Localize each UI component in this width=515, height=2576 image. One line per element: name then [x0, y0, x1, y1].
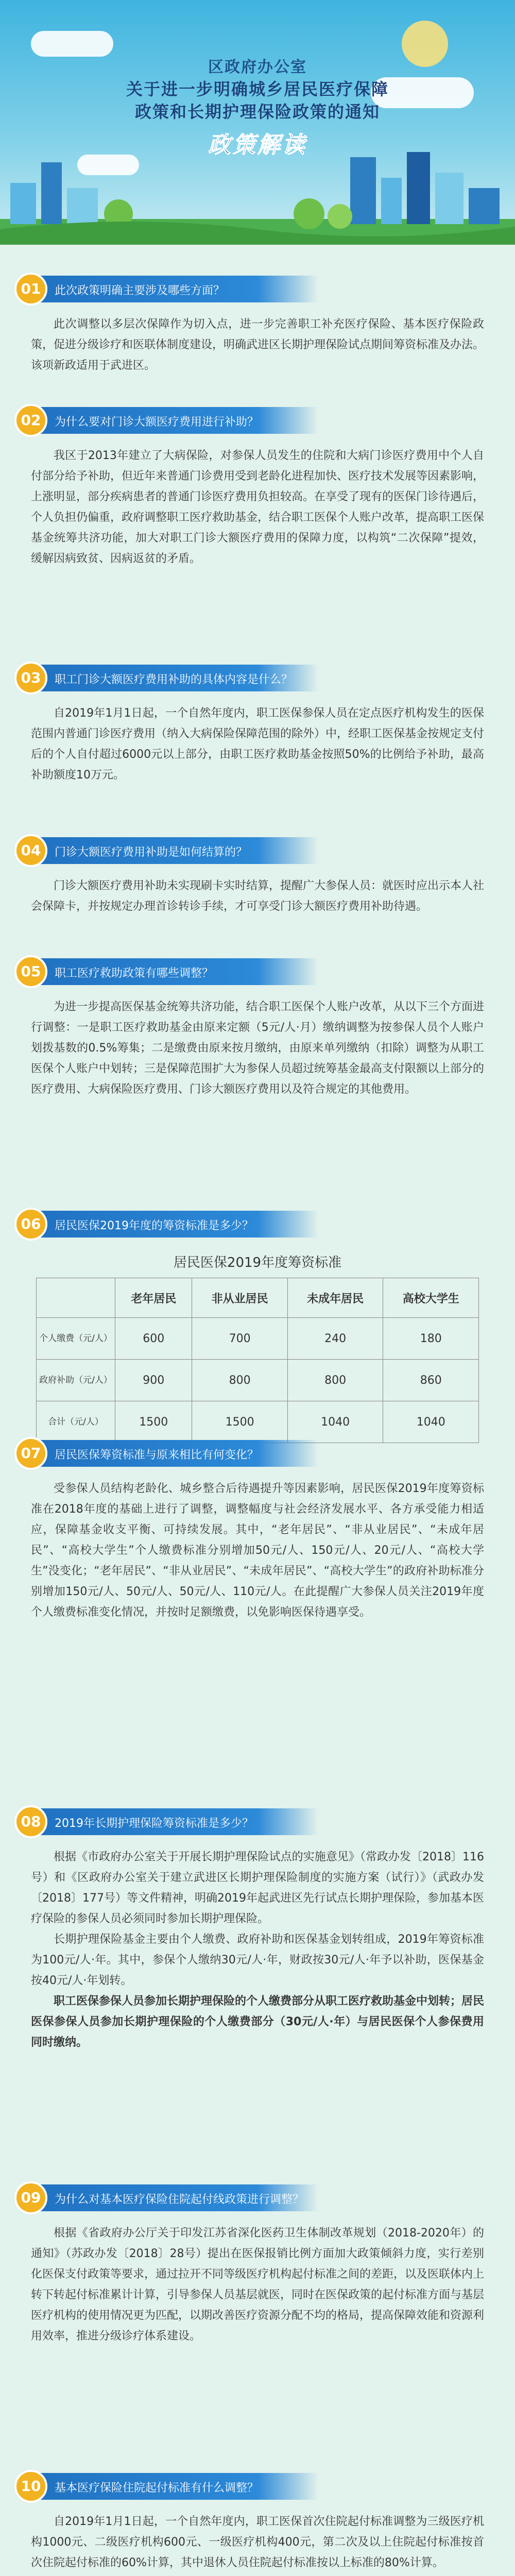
question-title: 基本医疗保险住院起付标准有什么调整？ — [55, 2482, 259, 2495]
header-line2: 关于进一步明确城乡居民医疗保障 — [126, 79, 389, 99]
question-bar — [14, 2473, 318, 2500]
question-title: 职工医疗救助政策有哪些调整？ — [55, 967, 214, 980]
answer-text: 为进一步提高医保基金统筹共济功能，结合职工医保个人账户改革，从以下三个方面进行调整：一是职工医疗救助基金由原来定额（5元/人·月）缴纳调整为按参保人员个人账户划拨基数的0.5%筹集；二是缴费由原来按月缴纳，由原来单列缴纳（扣除）调整为从职工医保个人账户中划转；三是保障范围扩大为参保人员超过统筹基金最高支付限额以上部分的医疗费用、大病保险医疗费用、门诊大额医疗费用以及符合规定的其他费用。 — [31, 1001, 485, 1096]
question-number: 10 — [14, 2470, 47, 2503]
question-bar — [14, 1211, 318, 1238]
table-cell: 800 — [287, 1360, 383, 1401]
table-row — [37, 1318, 479, 1360]
question-number: 09 — [14, 2181, 47, 2214]
table-cell: 600 — [115, 1318, 192, 1360]
header-line1: 区政府办公室 — [208, 58, 307, 76]
question-number: 02 — [14, 404, 47, 437]
table-cell: 700 — [192, 1318, 288, 1360]
row-label: 政府补助（元/人） — [37, 1360, 115, 1401]
row-label: 合计（元/人） — [37, 1401, 115, 1443]
table-cell: 800 — [192, 1360, 288, 1401]
question-title: 2019年长期护理保险筹资标准是多少？ — [55, 1817, 253, 1830]
question-number: 06 — [14, 1208, 47, 1241]
question-bar — [14, 407, 318, 434]
question-title: 为什么要对门诊大额医疗费用进行补助？ — [55, 416, 259, 429]
question-number: 04 — [14, 834, 47, 867]
answer-text: 受参保人员结构老龄化、城乡整合后待遇提升等因素影响，居民医保2019年度筹资标准在2018年度的基础上进行了调整，调整幅度与社会经济发展水平、各方承受能力相适应，保障基金收支平衡、可持续发展。其中，“老年居民”、“非从业居民”、“未成年居民”、“高校大学生”个人缴费标准分别增加50元/人、150元/人、20元/人、“高校大学生”没变化；“老年居民”、“非从业居民”、“未成年居民”、“高校大学生”的政府补助标准分别增加150元/人、50元/人、50元/人、110元/人。在此提醒广大参保人员关注2019年度个人缴费标准变化情况，并按时足额缴费，以免影响医保待遇享受。 — [31, 1482, 484, 1619]
table-header-row — [37, 1278, 479, 1318]
question-bar — [14, 1440, 318, 1467]
answer-text: 自2019年1月1日起，一个自然年度内，职工医保参保人员在定点医疗机构发生的医保范围内普通门诊医疗费用（纳入大病保险保障范围的除外）中，经职工医保基金按规定支付后的个人自付超过6000元以上部分，由职工医疗救助基金按照50%的比例给予补助，最高补助额度10万元。 — [31, 707, 485, 782]
table-header-cell: 老年居民 — [115, 1278, 192, 1318]
table-header-cell: 未成年居民 — [287, 1278, 383, 1318]
answer-text: 根据《省政府办公厅关于印发江苏省深化医药卫生体制改革规划（2018-2020年）的通知》（苏政办发〔2018〕28号）提出在医保报销比例方面加大政策倾斜力度，实行差别化医保支付政策等要求，通过拉开不同等级医疗机构起付标准之间的差距，以及医联体内上转下转起付标准累计计算，引导参保人员基层就医，同时在医保政策的起付标准方面与基层医疗机构的使用情况更为匹配，以期改善医疗资源分配不均的格局，提高保障效能和资源利用效率，推进分级诊疗体系建设。 — [31, 2227, 485, 2343]
table-title: 居民医保2019年度筹资标准 — [173, 1255, 342, 1270]
question-title: 居民医保筹资标准与原来相比有何变化？ — [55, 1449, 259, 1462]
table-header-cell — [37, 1278, 115, 1318]
table-cell: 180 — [383, 1318, 479, 1360]
answer-text: 我区于2013年建立了大病保险，对参保人员发生的住院和大病门诊医疗费用中个人自付部分给予补助，但近年来普通门诊费用受到老龄化进程加快、医疗技术发展等因素影响，上涨明显，部分疾病患者的普通门诊医疗费用负担较高。在享受了现有的医保门诊待遇后，个人负担仍偏重，政府调整职工医疗救助基金，结合职工医保个人账户改革，提高职工医保基金统筹共济功能，加大对职工门诊大额医疗费用的保障力度，以构筑“二次保障”提效，缓解因病致贫、因病返贫的矛盾。 — [31, 449, 485, 565]
question-bar — [14, 837, 318, 864]
table-cell: 1040 — [383, 1401, 479, 1443]
header-banner — [0, 0, 515, 245]
table-row — [37, 1401, 479, 1443]
funding-standard-table — [36, 1278, 479, 1443]
question-title: 居民医保2019年度的筹资标准是多少？ — [55, 1219, 253, 1232]
question-title: 职工门诊大额医疗费用补助的具体内容是什么？ — [55, 673, 293, 686]
question-title: 门诊大额医疗费用补助是如何结算的？ — [55, 846, 248, 859]
question-number: 03 — [14, 662, 47, 694]
question-bar — [14, 665, 318, 691]
answer-text: 此次调整以多层次保障作为切入点，进一步完善职工补充医疗保险、基本医疗保险政策，促进分级诊疗和医联体制度建设，明确武进区长期护理保险试点期间筹资标准及办法。该项新政适用于武进区。 — [31, 318, 485, 372]
question-bar — [14, 276, 318, 302]
header-line3: 政策和长期护理保险政策的通知 — [134, 102, 380, 122]
table-header-cell: 非从业居民 — [192, 1278, 288, 1318]
question-number: 01 — [14, 273, 47, 306]
table-cell: 860 — [383, 1360, 479, 1401]
answer-text: 自2019年1月1日起，一个自然年度内，职工医保首次住院起付标准调整为三级医疗机构1000元、二级医疗机构600元、一级医疗机构400元，第二次及以上住院起付标准按首次住院起付标准的60%计算，其中退休人员住院起付标准按以上标准的80%计算。 — [31, 2515, 484, 2569]
table-header-cell: 高校大学生 — [383, 1278, 479, 1318]
table-row — [37, 1360, 479, 1401]
table-cell: 1500 — [115, 1401, 192, 1443]
row-label: 个人缴费（元/人） — [37, 1318, 115, 1360]
question-number: 08 — [14, 1805, 47, 1838]
table-cell: 1500 — [192, 1401, 288, 1443]
table-cell: 240 — [287, 1318, 383, 1360]
question-title: 为什么对基本医疗保险住院起付线政策进行调整？ — [55, 2193, 304, 2206]
table-cell: 900 — [115, 1360, 192, 1401]
cloud-decoration — [31, 31, 113, 57]
answer-text: 根据《市政府办公室关于开展长期护理保险试点的实施意见》（常政办发〔2018〕116号）和《区政府办公室关于建立武进区长期护理保险制度的实施方案（试行）》（武政办发〔2018〕177号）等文件精神，明确2019年起武进区先行试点长期护理保险，参加基本医疗保险的参保人员必须同时参加长期护理保险。 长期护理保险基金主要由个人缴费、政府补助和医保基金划转组成，2019年筹资标准为100元/人·年。其中，参保个人缴纳30元/人·年，财政按30元/人·年予以补助，医保基金按40元/人·年划转。 职工医保参保人员参加长期护理保险的个人缴费部分从职工医疗救助基金中划转；居民医保参保人员参加长期护理保险的个人缴费部分（30元/人·年）与居民医保个人参保费用同时缴纳。 — [31, 1847, 484, 2053]
question-bar — [14, 1808, 318, 1835]
city-skyline-illustration — [0, 142, 515, 245]
question-bar — [14, 2184, 318, 2211]
question-title: 此次政策明确主要涉及哪些方面？ — [55, 284, 225, 297]
question-number: 05 — [14, 955, 47, 988]
table-cell: 1040 — [287, 1401, 383, 1443]
answer-text: 门诊大额医疗费用补助未实现刷卡实时结算，提醒广大参保人员：就医时应出示本人社会保障卡，并按规定办理首诊转诊手续，才可享受门诊大额医疗费用补助待遇。 — [31, 879, 485, 913]
question-number: 07 — [14, 1437, 47, 1470]
header-badge: 政策解读 — [208, 132, 307, 158]
emphasis-paragraph: 职工医保参保人员参加长期护理保险的个人缴费部分从职工医疗救助基金中划转；居民医保参保人员参加长期护理保险的个人缴费部分（30元/人·年）与居民医保个人参保费用同时缴纳。 — [31, 1995, 485, 2049]
question-bar — [14, 958, 318, 985]
